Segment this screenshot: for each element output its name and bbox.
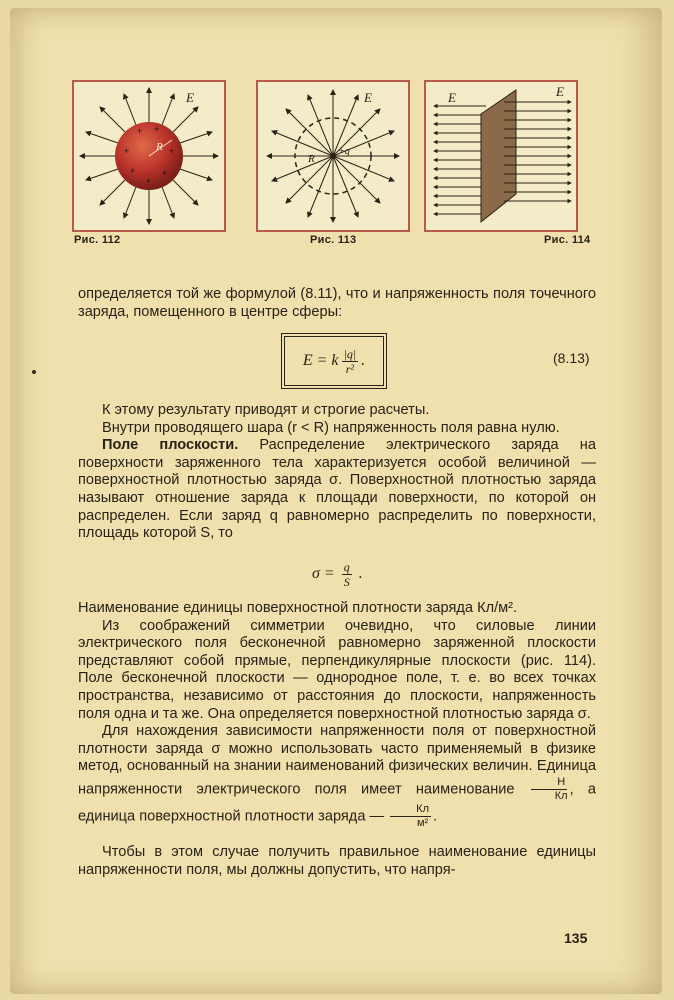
formula-8-13: E = k $\frac{|q|}{\text{r²}}$ .	[284, 336, 384, 386]
paragraph-method: Для нахождения зависимости напряженности поля от поверхностной плотности заряда σ можно использовать часто применяемый в физике метод, основанный на знании наименований физических величин. Единица напряженности электрического поля имеет наименование Н Кл , а единица поверхностной плотности заряда — Кл м² .	[78, 723, 596, 829]
paragraph-symmetry: Из соображений симметрии очевидно, что силовые линии электрического поля бесконечной равномерно заряженной плоскости представляют собой прямые, перпендикулярные плоскости (рис. 114). Поле бесконечной плоскости — однородное поле, т. е. во всех точках пространства, независимо от расстояния до плоскости, напряженность поля одна и та же. Она определяется поверхностной плотностью заряда σ.	[78, 617, 596, 722]
unit-c-per-m2: Кл м²	[390, 803, 431, 830]
point-charge	[330, 153, 336, 159]
sigma-formula: σ = $\frac{q}{S}$ .	[312, 560, 363, 589]
paragraph-unit-name: Наименование единицы поверхностной плотности заряда Кл/м².	[78, 600, 518, 616]
paragraph-plane-field: Поле плоскости. Распределение электрического заряда на поверхности заряженного тела характеризуется особой величиной — поверхностной плотностью заряда σ. Поверхностной плотностью заряда называют отношение заряда к площади поверхности, по которой он распределен. Если заряд q равномерно распределить по поверхности, площадь которой S, то	[78, 437, 596, 542]
svg-text:+: +	[137, 126, 143, 136]
svg-text:+: +	[146, 176, 152, 186]
radius-label: R	[156, 141, 163, 153]
unit-n-per-c: Н Кл	[531, 776, 568, 803]
caption-114: Рис. 114	[544, 234, 591, 246]
page-number: 135	[564, 930, 588, 946]
paragraph-inside-sphere: Внутри проводящего шара (r < R) напряженность поля равна нулю.	[102, 419, 560, 436]
figure-113	[256, 80, 410, 232]
margin-dot	[32, 370, 36, 374]
caption-112: Рис. 112	[74, 234, 121, 246]
sphere-field-diagram	[74, 82, 224, 230]
equation-number: (8.13)	[553, 350, 590, 366]
svg-text:+: +	[130, 166, 136, 176]
caption-113: Рис. 113	[310, 234, 357, 246]
paragraph-block-2	[78, 402, 596, 543]
paragraph-conclusion: Чтобы в этом случае получить правильное наименование единицы напряженности поля, мы должны допустить, что напря-	[78, 843, 596, 878]
figure-112	[72, 80, 226, 232]
svg-text:+: +	[169, 146, 175, 156]
svg-text:+: +	[124, 146, 130, 156]
figure-114	[424, 80, 578, 232]
field-label-e: E	[186, 90, 194, 105]
svg-text:+: +	[162, 168, 168, 178]
point-charge-diagram	[258, 82, 408, 230]
paragraph-strict-calc: К этому результату приводят и строгие расчеты.	[102, 402, 430, 418]
paragraph-intro: определяется той же формулой (8.11), что и напряженность поля точечного заряда, помещенного в центре сферы:	[78, 286, 596, 320]
field-label-e: E	[364, 90, 372, 105]
radius-label: R	[308, 153, 315, 165]
svg-text:+: +	[154, 124, 160, 134]
left-field-lines	[434, 106, 486, 214]
formula-fraction: $\frac{|q|}{\text{r²}}$	[343, 346, 357, 376]
plane-field-diagram	[426, 82, 576, 230]
paragraph-block-3	[78, 600, 596, 879]
field-label-left: E	[448, 90, 456, 105]
charge-label: +q	[338, 146, 350, 157]
field-label-right: E	[556, 84, 564, 99]
